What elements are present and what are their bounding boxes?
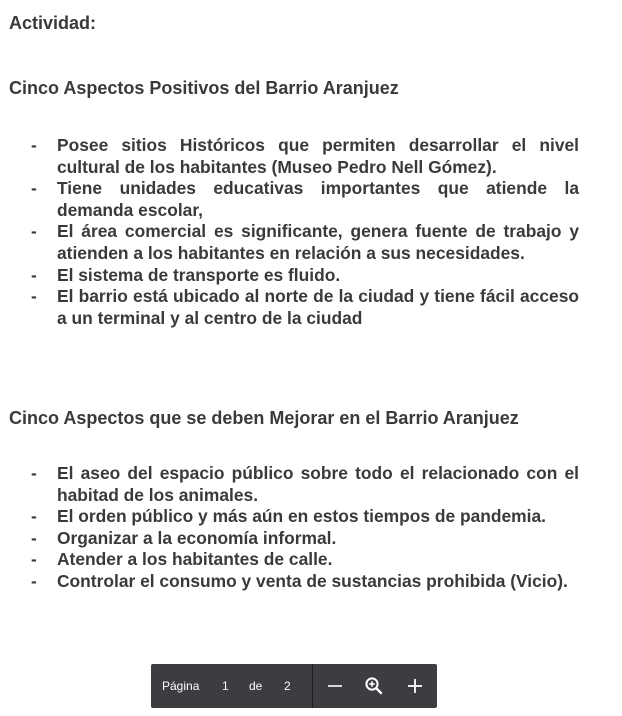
list-item (0, 549, 579, 571)
list-item (0, 286, 579, 329)
list-item (0, 528, 579, 550)
total-pages-number: 2 (284, 679, 291, 693)
list-item-text: El aseo del espacio público sobre todo el relacionado con el habitad de los animales. (57, 463, 579, 505)
improve-aspects-list (0, 463, 579, 593)
bullet-dash: - (31, 178, 37, 199)
list-item-text: El barrio está ubicado al norte de la ciudad y tiene fácil acceso a un terminal y al centro de la ciudad (57, 286, 579, 328)
list-item-text: Tiene unidades educativas importantes que atiende la demanda escolar, (57, 178, 579, 220)
list-item-text: Organizar a la economía informal. (57, 527, 337, 548)
current-page-number[interactable]: 1 (222, 679, 229, 693)
zoom-button[interactable] (362, 674, 386, 698)
list-item-text: Atender a los habitantes de calle. (57, 549, 333, 570)
page-of-label: de (249, 679, 263, 693)
list-item (0, 221, 579, 264)
bullet-dash: - (31, 286, 37, 307)
bullet-dash: - (31, 506, 37, 527)
improve-aspects-heading: Cinco Aspectos que se deben Mejorar en el Barrio Aranjuez (9, 408, 519, 428)
list-item (0, 571, 579, 593)
bullet-dash: - (31, 135, 37, 155)
bullet-dash: - (31, 264, 37, 285)
bullet-dash: - (31, 221, 37, 242)
bullet-dash: - (31, 549, 37, 570)
toolbar-divider (312, 664, 313, 708)
zoom-in-button[interactable] (403, 674, 427, 698)
list-item-text: Posee sitios Históricos que permiten desarrollar el nivel cultural de los habitantes (Museo Pedro Nell Gómez). (57, 135, 579, 177)
bullet-dash: - (31, 527, 37, 548)
list-item (0, 265, 579, 287)
pdf-viewer-toolbar (151, 664, 437, 708)
positive-aspects-list (0, 135, 579, 329)
activity-heading: Actividad: (9, 13, 97, 33)
bullet-dash: - (31, 463, 37, 483)
zoom-magnifier-icon (364, 676, 384, 696)
list-item-text: El área comercial es significante, genera fuente de trabajo y atienden a los habitantes en relación a sus necesidades. (57, 221, 579, 263)
list-item (0, 506, 579, 528)
list-item (0, 178, 579, 221)
list-item (0, 135, 579, 178)
list-item-text: Controlar el consumo y venta de sustancias prohibida (Vicio). (57, 570, 568, 591)
bullet-dash: - (31, 570, 37, 591)
plus-icon (406, 677, 424, 695)
list-item-text: El sistema de transporte es fluido. (57, 264, 341, 285)
zoom-out-button[interactable] (323, 674, 347, 698)
positive-aspects-heading: Cinco Aspectos Positivos del Barrio Aranjuez (9, 78, 399, 98)
page-label: Página (162, 679, 200, 693)
minus-icon (326, 677, 344, 695)
list-item (0, 463, 579, 506)
list-item-text: El orden público y más aún en estos tiempos de pandemia. (57, 506, 546, 527)
